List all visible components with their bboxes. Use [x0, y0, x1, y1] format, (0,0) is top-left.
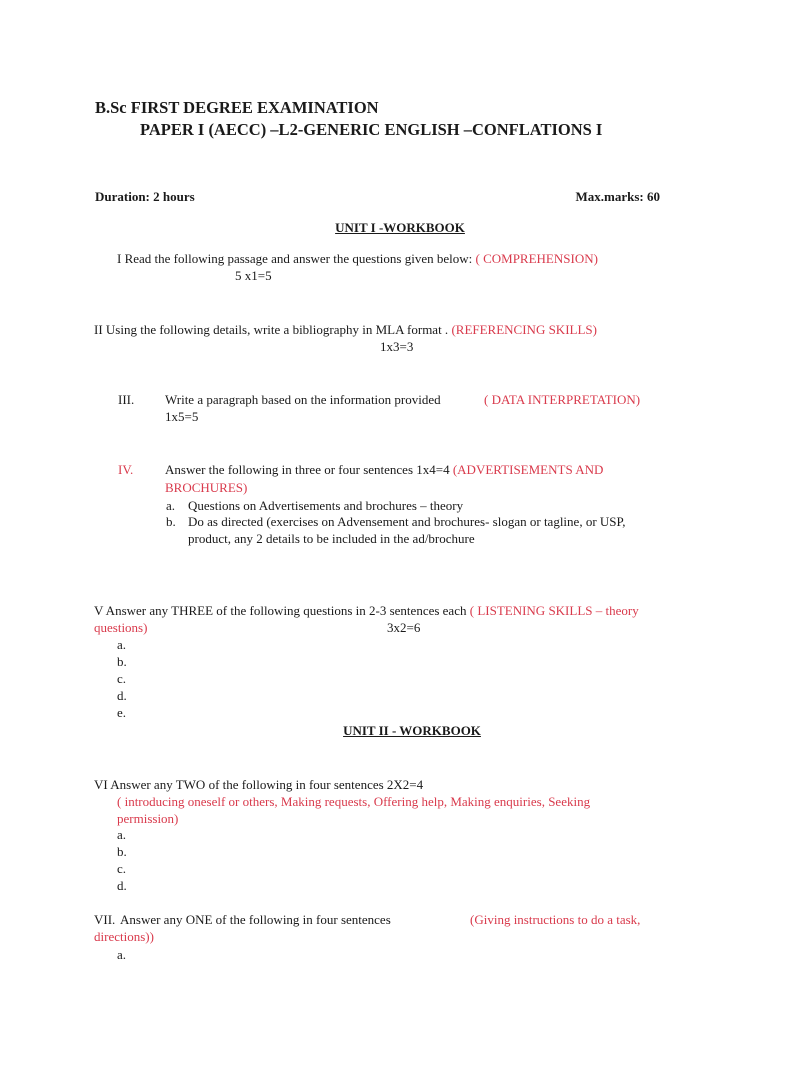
question-tag: ( COMPREHENSION)	[475, 251, 598, 266]
question-number: III.	[118, 392, 135, 407]
list-label: a.	[166, 498, 176, 513]
question-text: VI Answer any TWO of the following in four sentences 2X2=4	[94, 777, 424, 792]
list-label: c.	[117, 861, 127, 876]
question-5	[94, 603, 639, 619]
question-tag: ( introducing oneself or others, Making requests, Offering help, Making enquiries, Seeking	[117, 794, 591, 809]
list-label: d.	[117, 688, 127, 703]
max-marks: Max.marks: 60	[575, 189, 660, 204]
question-tag-cont: permission)	[117, 811, 179, 826]
question-text: Answer the following in three or four sentences 1x4=4	[165, 462, 450, 477]
question-tag: ( DATA INTERPRETATION)	[484, 392, 641, 407]
list-label: a.	[117, 827, 127, 842]
question-tag-cont: directions))	[94, 929, 154, 944]
question-number: IV.	[118, 462, 134, 477]
question-text: I Read the following passage and answer the questions given below:	[117, 251, 473, 266]
list-item-cont: product, any 2 details to be included in the ad/brochure	[188, 531, 475, 546]
question-4	[165, 462, 603, 478]
question-text: II Using the following details, write a bibliography in MLA format .	[94, 322, 449, 337]
question-tag: (Giving instructions to do a task,	[470, 912, 641, 927]
list-label: d.	[117, 878, 127, 893]
exam-title: B.Sc FIRST DEGREE EXAMINATION	[95, 98, 379, 117]
question-tag: (REFERENCING SKILLS)	[451, 322, 597, 337]
duration: Duration: 2 hours	[95, 189, 195, 204]
question-marks: 1x3=3	[380, 339, 414, 354]
list-label: a.	[117, 947, 127, 962]
unit-2-heading: UNIT II - WORKBOOK	[343, 723, 481, 738]
question-tag: (ADVERTISEMENTS AND	[452, 462, 604, 477]
question-marks: 5 x1=5	[235, 268, 272, 283]
unit-1-heading: UNIT I -WORKBOOK	[335, 220, 465, 235]
list-label: e.	[117, 705, 127, 720]
question-tag-cont: BROCHURES)	[165, 480, 248, 495]
question-text: V Answer any THREE of the following questions in 2-3 sentences each	[94, 603, 467, 618]
list-item: Questions on Advertisements and brochures – theory	[188, 498, 464, 513]
question-tag-cont: questions)	[94, 620, 148, 635]
question-marks: 1x5=5	[165, 409, 199, 424]
list-label: b.	[117, 844, 127, 859]
list-label: b.	[166, 514, 176, 529]
list-label: b.	[117, 654, 127, 669]
question-tag: ( LISTENING SKILLS – theory	[469, 603, 639, 618]
question-text: Write a paragraph based on the information provided	[165, 392, 441, 407]
question-number: VII.	[94, 912, 116, 927]
list-label: c.	[117, 671, 127, 686]
list-label: a.	[117, 637, 127, 652]
question-text: Answer any ONE of the following in four sentences	[120, 912, 391, 927]
question-marks: 3x2=6	[387, 620, 421, 635]
question-2	[94, 322, 597, 338]
question-1	[117, 251, 598, 267]
list-item: Do as directed (exercises on Advensement and brochures- slogan or tagline, or USP,	[188, 514, 626, 529]
paper-title: PAPER I (AECC) –L2-GENERIC ENGLISH –CONFLATIONS I	[140, 120, 603, 139]
